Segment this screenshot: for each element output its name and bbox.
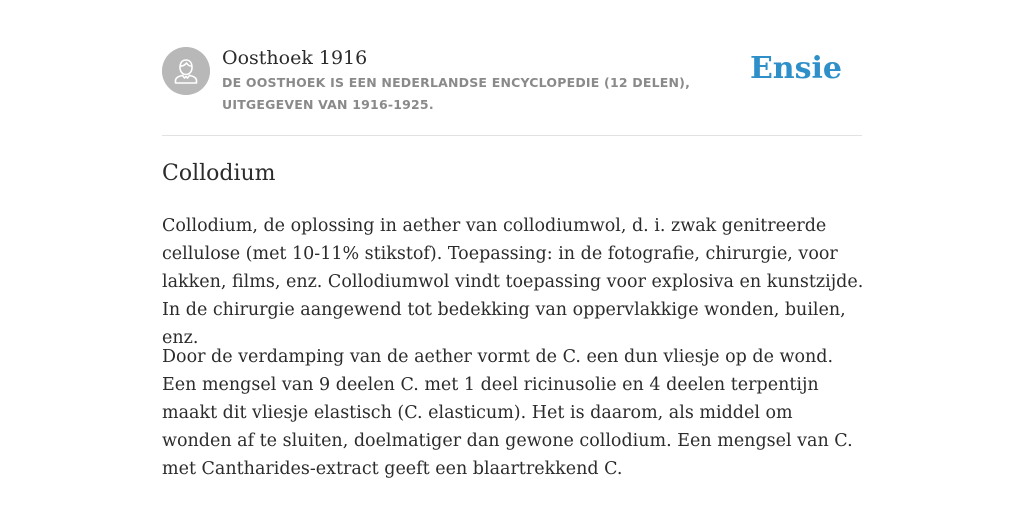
source-description: DE OOSTHOEK IS EEN NEDERLANDSE ENCYCLOPEDIE (12 DELEN), UITGEGEVEN VAN 1916-1925. bbox=[222, 75, 691, 112]
article-paragraph: Door de verdamping van de aether vormt de C. een dun vliesje op de wond. Een mengsel van 9 deelen C. met 1 deel ricinusolie en 4 deelen terpentijn maakt dit vliesje elastisch (C. elasticum). Het is daarom, als middel om wonden af te sluiten, doelmatiger dan gewone collodium. Een mengsel van C. met Cantharides-extract geeft een blaartrekkend C. bbox=[162, 347, 853, 479]
ensie-logo-link[interactable]: Ensie bbox=[749, 51, 842, 86]
avatar[interactable] bbox=[162, 47, 210, 95]
source-title[interactable]: Oosthoek 1916 bbox=[222, 47, 368, 69]
header-divider bbox=[162, 135, 862, 136]
user-icon bbox=[162, 47, 210, 95]
source-header bbox=[162, 46, 862, 136]
article-title: Collodium bbox=[162, 161, 276, 186]
article-paragraph: Collodium, de oplossing in aether van collodiumwol, d. i. zwak genitreerde cellulose (met 10-11% stikstof). Toepassing: in de fotografie, chirurgie, voor lakken, films, enz. Collodiumwol vindt toepassing voor explosiva en kunstzijde. In de chirurgie aangewend tot bedekking van oppervlakkige wonden, builen, enz. bbox=[162, 216, 864, 348]
